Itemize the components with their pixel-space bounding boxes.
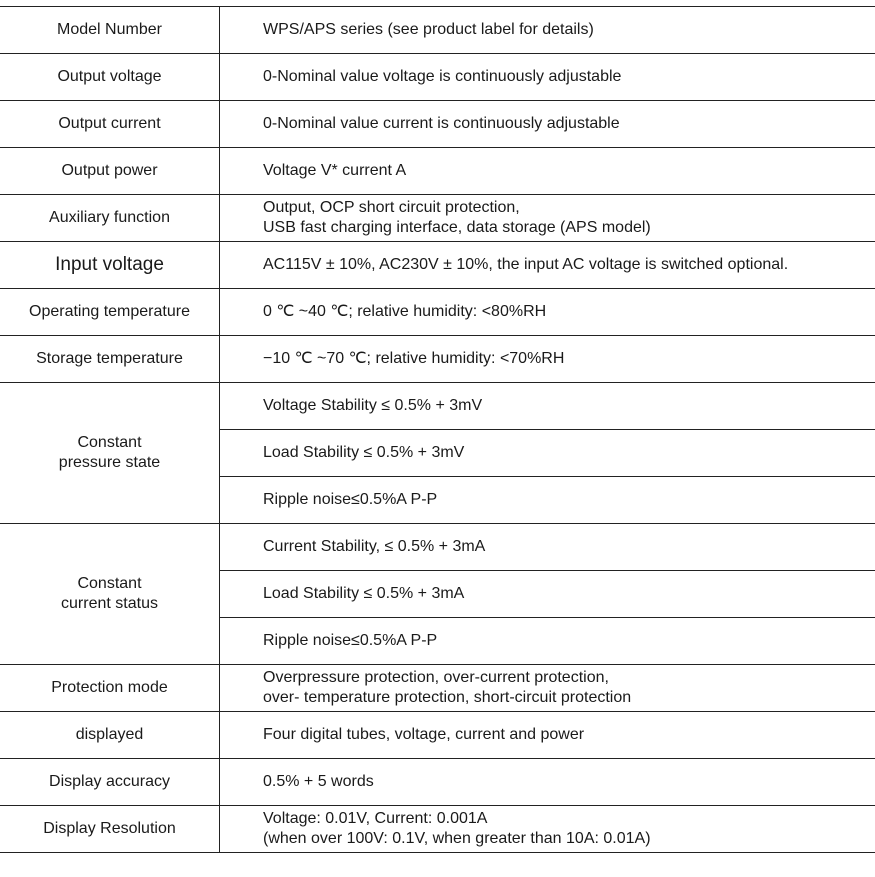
spec-row-display-resolution — [0, 806, 875, 853]
spec-value: AC115V ± 10%, AC230V ± 10%, the input AC voltage is switched optional. — [220, 242, 875, 289]
spec-label-line: pressure state — [58, 454, 161, 471]
spec-label-constant-pressure — [0, 383, 220, 524]
spec-label: Output voltage — [0, 54, 220, 101]
spec-value — [220, 806, 875, 853]
spec-label: Operating temperature — [0, 289, 220, 336]
spec-row-display-accuracy — [0, 759, 875, 806]
spec-row-constant-current — [0, 524, 875, 571]
spec-value — [220, 195, 875, 242]
spec-row-model-number — [0, 7, 875, 54]
spec-value: Current Stability, ≤ 0.5% + 3mA — [220, 524, 875, 571]
spec-label: Storage temperature — [0, 336, 220, 383]
spec-row-storage-temperature — [0, 336, 875, 383]
spec-label-line: Constant — [77, 575, 142, 592]
spec-row-protection-mode — [0, 665, 875, 712]
spec-row-output-current — [0, 101, 875, 148]
spec-row-output-voltage — [0, 54, 875, 101]
spec-value-line: Voltage: 0.01V, Current: 0.001A — [263, 810, 488, 827]
spec-label: Display Resolution — [0, 806, 220, 853]
spec-value: WPS/APS series (see product label for details) — [220, 7, 875, 54]
spec-value: 0-Nominal value current is continuously adjustable — [220, 101, 875, 148]
spec-row-constant-pressure — [0, 383, 875, 430]
spec-row-output-power — [0, 148, 875, 195]
spec-row-operating-temperature — [0, 289, 875, 336]
spec-value-line: USB fast charging interface, data storage (APS model) — [263, 219, 651, 236]
spec-label: Input voltage — [0, 242, 220, 289]
spec-label-line: current status — [61, 595, 158, 612]
spec-label: Output current — [0, 101, 220, 148]
spec-label: Auxiliary function — [0, 195, 220, 242]
spec-label: Display accuracy — [0, 759, 220, 806]
spec-label: Protection mode — [0, 665, 220, 712]
spec-value-line: Overpressure protection, over-current protection, — [263, 669, 609, 686]
spec-row-input-voltage — [0, 242, 875, 289]
spec-table — [0, 6, 875, 853]
spec-label-line: Constant — [77, 434, 142, 451]
spec-value-line: over- temperature protection, short-circuit protection — [263, 689, 632, 706]
spec-value: Load Stability ≤ 0.5% + 3mA — [220, 571, 875, 618]
spec-value: Ripple noise≤0.5%A P-P — [220, 618, 875, 665]
spec-value: Voltage Stability ≤ 0.5% + 3mV — [220, 383, 875, 430]
spec-row-displayed — [0, 712, 875, 759]
spec-value: Load Stability ≤ 0.5% + 3mV — [220, 430, 875, 477]
spec-value — [220, 665, 875, 712]
spec-value: −10 ℃ ~70 ℃; relative humidity: <70%RH — [220, 336, 875, 383]
spec-value: Voltage V* current A — [220, 148, 875, 195]
spec-value-line: (when over 100V: 0.1V, when greater than 10A: 0.01A) — [263, 830, 651, 847]
spec-label: Model Number — [0, 7, 220, 54]
spec-value: 0-Nominal value voltage is continuously adjustable — [220, 54, 875, 101]
spec-value-line: Output, OCP short circuit protection, — [263, 199, 520, 216]
spec-row-auxiliary-function — [0, 195, 875, 242]
spec-label-constant-current — [0, 524, 220, 665]
spec-label: displayed — [0, 712, 220, 759]
spec-value: Ripple noise≤0.5%A P-P — [220, 477, 875, 524]
spec-label: Output power — [0, 148, 220, 195]
spec-value: 0.5% + 5 words — [220, 759, 875, 806]
spec-value: Four digital tubes, voltage, current and power — [220, 712, 875, 759]
spec-value: 0 ℃ ~40 ℃; relative humidity: <80%RH — [220, 289, 875, 336]
